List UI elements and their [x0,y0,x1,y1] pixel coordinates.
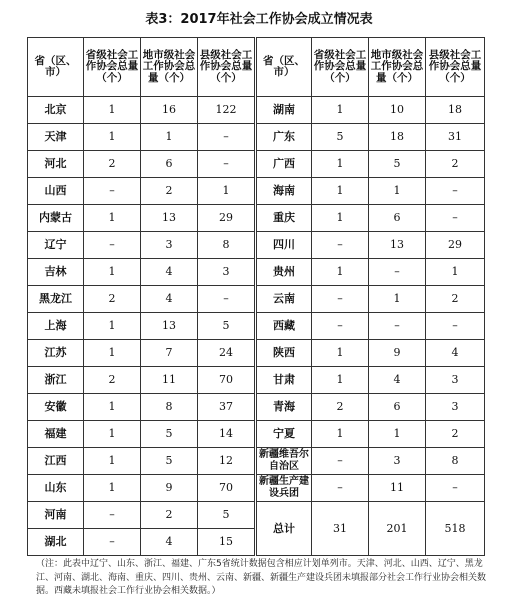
table-row [28,340,485,367]
table-row [28,232,485,259]
table-row [28,448,485,475]
left-region-name: 吉林 [28,259,84,286]
left-city-value: 13 [141,205,198,232]
table-row [28,124,485,151]
left-county-value: 8 [198,232,256,259]
left-region-name: 河南 [28,502,84,529]
total-prov-value: 31 [312,502,369,556]
right-city-value: – [369,313,426,340]
right-region-name: 陕西 [256,340,312,367]
left-region-name: 福建 [28,421,84,448]
left-city-value: 7 [141,340,198,367]
left-city-value: 4 [141,529,198,556]
left-prov-value: 2 [84,151,141,178]
right-prov-value: 2 [312,394,369,421]
left-city-value: 13 [141,313,198,340]
right-county-value: 3 [426,394,485,421]
right-county-value: 18 [426,97,485,124]
left-city-value: 3 [141,232,198,259]
left-region-name: 湖北 [28,529,84,556]
left-prov-value: – [84,502,141,529]
left-county-value: – [198,286,256,313]
left-prov-value: 1 [84,421,141,448]
right-city-value: 6 [369,205,426,232]
left-prov-value: 1 [84,394,141,421]
right-prov-value: – [312,286,369,313]
left-county-value: 15 [198,529,256,556]
right-prov-value: 1 [312,421,369,448]
left-prov-value: 2 [84,367,141,394]
right-region-name: 四川 [256,232,312,259]
left-region-name: 江西 [28,448,84,475]
right-county-value: 2 [426,151,485,178]
left-county-value: 3 [198,259,256,286]
right-prov-value: – [312,475,369,502]
table-row [28,286,485,313]
header-region: 省（区、市） [28,38,84,97]
right-county-value: 4 [426,340,485,367]
left-prov-value: 1 [84,313,141,340]
right-prov-value: 1 [312,340,369,367]
left-prov-value: 1 [84,475,141,502]
right-prov-value: – [312,232,369,259]
left-city-value: 2 [141,178,198,205]
left-city-value: 4 [141,286,198,313]
left-county-value: 12 [198,448,256,475]
table-row [28,151,485,178]
total-label: 总计 [256,502,312,556]
left-county-value: 5 [198,313,256,340]
right-region-name: 广西 [256,151,312,178]
left-prov-value: 1 [84,97,141,124]
right-county-value: 2 [426,286,485,313]
left-city-value: 9 [141,475,198,502]
total-county-value: 518 [426,502,485,556]
header-row [28,38,485,97]
table-title: 表3：2017年社会工作协会成立情况表 [145,12,373,27]
table-row [28,394,485,421]
left-prov-value: 1 [84,205,141,232]
right-city-value: 11 [369,475,426,502]
header-city: 地市级社会工作协会总量（个） [141,38,198,97]
left-county-value: 70 [198,475,256,502]
left-city-value: 2 [141,502,198,529]
right-city-value: 6 [369,394,426,421]
left-prov-value: 1 [84,448,141,475]
right-county-value: – [426,178,485,205]
left-region-name: 河北 [28,151,84,178]
data-table [27,37,485,556]
right-region-name: 湖南 [256,97,312,124]
right-city-value: – [369,259,426,286]
right-city-value: 18 [369,124,426,151]
left-county-value: 122 [198,97,256,124]
left-county-value: 70 [198,367,256,394]
table-row [28,205,485,232]
right-county-value: 29 [426,232,485,259]
left-region-name: 辽宁 [28,232,84,259]
left-region-name: 北京 [28,97,84,124]
left-county-value: 37 [198,394,256,421]
header-county-right: 县级社会工作协会总量（个） [426,38,485,97]
left-city-value: 16 [141,97,198,124]
table-row [28,475,485,502]
right-city-value: 1 [369,286,426,313]
right-region-name: 宁夏 [256,421,312,448]
table-row [28,313,485,340]
left-region-name: 内蒙古 [28,205,84,232]
left-prov-value: 1 [84,124,141,151]
total-city-value: 201 [369,502,426,556]
left-region-name: 安徽 [28,394,84,421]
left-city-value: 8 [141,394,198,421]
left-region-name: 江苏 [28,340,84,367]
right-prov-value: 1 [312,97,369,124]
right-city-value: 10 [369,97,426,124]
right-county-value: 3 [426,367,485,394]
right-prov-value: 1 [312,259,369,286]
right-prov-value: 1 [312,205,369,232]
right-city-value: 9 [369,340,426,367]
right-county-value: 31 [426,124,485,151]
header-city-right: 地市级社会工作协会总量（个） [369,38,426,97]
right-city-value: 3 [369,448,426,475]
left-county-value: – [198,151,256,178]
right-city-value: 4 [369,367,426,394]
right-city-value: 1 [369,421,426,448]
right-county-value: 2 [426,421,485,448]
right-prov-value: – [312,313,369,340]
left-region-name: 天津 [28,124,84,151]
left-prov-value: 1 [84,259,141,286]
left-region-name: 浙江 [28,367,84,394]
table-row [28,367,485,394]
left-county-value: 29 [198,205,256,232]
right-region-name: 贵州 [256,259,312,286]
left-prov-value: – [84,529,141,556]
header-prov: 省级社会工作协会总量（个） [84,38,141,97]
right-county-value: – [426,475,485,502]
table-row [28,421,485,448]
right-region-name: 西藏 [256,313,312,340]
right-prov-value: 1 [312,367,369,394]
right-city-value: 5 [369,151,426,178]
right-county-value: 1 [426,259,485,286]
right-prov-value: 5 [312,124,369,151]
table-row [28,97,485,124]
left-city-value: 6 [141,151,198,178]
left-county-value: 1 [198,178,256,205]
right-county-value: – [426,205,485,232]
header-county: 县级社会工作协会总量（个） [198,38,256,97]
left-county-value: 5 [198,502,256,529]
right-region-name: 新疆生产建设兵团 [256,475,312,502]
right-prov-value: 1 [312,178,369,205]
left-prov-value: 1 [84,340,141,367]
right-prov-value: 1 [312,151,369,178]
left-county-value: 24 [198,340,256,367]
right-prov-value: – [312,448,369,475]
right-region-name: 甘肃 [256,367,312,394]
left-county-value: 14 [198,421,256,448]
left-county-value: – [198,124,256,151]
right-region-name: 重庆 [256,205,312,232]
table-row [28,178,485,205]
left-city-value: 1 [141,124,198,151]
right-county-value: – [426,313,485,340]
right-city-value: 13 [369,232,426,259]
left-region-name: 山东 [28,475,84,502]
header-prov-right: 省级社会工作协会总量（个） [312,38,369,97]
left-region-name: 黑龙江 [28,286,84,313]
right-region-name: 云南 [256,286,312,313]
left-city-value: 5 [141,421,198,448]
left-region-name: 山西 [28,178,84,205]
table-row [28,502,485,529]
right-region-name: 青海 [256,394,312,421]
left-prov-value: – [84,178,141,205]
right-region-name: 新疆维吾尔自治区 [256,448,312,475]
right-region-name: 海南 [256,178,312,205]
right-region-name: 广东 [256,124,312,151]
left-city-value: 4 [141,259,198,286]
left-prov-value: 2 [84,286,141,313]
header-region-right: 省（区、市） [256,38,312,97]
right-county-value: 8 [426,448,485,475]
table-note: （注：此表中辽宁、山东、浙江、福建、广东5省统计数据包含相应计划单列市。天津、河北、山西、辽宁、黑龙江、河南、湖北、海南、重庆、四川、贵州、云南、新疆、新疆生产建设兵团未填报部分社会工作行业协会相关数据。西藏未填报社会工作行业协会相关数据。） [36,559,487,596]
left-city-value: 5 [141,448,198,475]
left-region-name: 上海 [28,313,84,340]
left-city-value: 11 [141,367,198,394]
left-prov-value: – [84,232,141,259]
right-city-value: 1 [369,178,426,205]
table-row [28,259,485,286]
